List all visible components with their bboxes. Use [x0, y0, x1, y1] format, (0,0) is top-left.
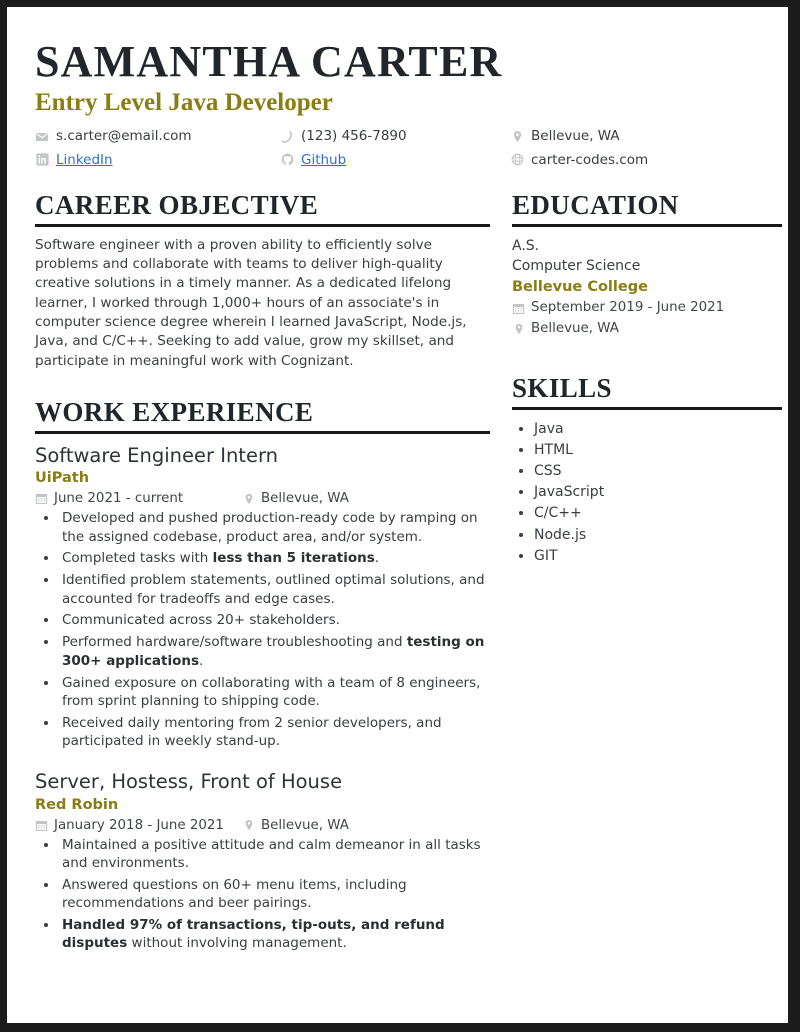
- list-item: [59, 611, 490, 629]
- contact-grid: [35, 128, 760, 167]
- education-school: Bellevue College: [512, 279, 648, 296]
- list-item: • GIT: [534, 546, 782, 566]
- job-entry: [35, 769, 490, 952]
- bullet-text: Gained exposure on collaborating with a team of 8 engineers, from sprint planning to shipping code.: [62, 674, 481, 709]
- bullet-emphasis: less than 5 iterations: [212, 550, 375, 567]
- section-education: [512, 190, 782, 339]
- list-item: [59, 571, 490, 608]
- career-objective-heading: CAREER OBJECTIVE: [35, 189, 319, 220]
- list-item: [59, 876, 490, 913]
- bullet-text: Performed hardware/software troubleshooting and: [62, 634, 407, 651]
- envelope-icon: [35, 130, 49, 144]
- list-item: • HTML: [534, 440, 782, 460]
- job-date: [35, 491, 242, 506]
- resume-sheet: [7, 7, 788, 1023]
- job-title: Server, Hostess, Front of House: [35, 770, 343, 794]
- list-item: • JavaScript: [534, 482, 782, 502]
- bullet-text-tail: .: [374, 550, 380, 567]
- phone-icon: [280, 130, 294, 144]
- bullet-text: Maintained a positive attitude and calm demeanor in all tasks and environments.: [62, 836, 481, 872]
- contact-email: [35, 128, 280, 144]
- bullet-text: Communicated across 20+ stakeholders.: [62, 612, 340, 629]
- job-date-text: January 2018 - June 2021: [54, 817, 224, 833]
- resume-body: [35, 190, 760, 957]
- map-pin-icon: [242, 819, 255, 832]
- list-item: • C/C++: [534, 503, 782, 523]
- job-entry: [35, 443, 490, 751]
- job-meta: [35, 491, 490, 506]
- skills-list: [512, 419, 782, 566]
- candidate-job-title: Entry Level Java Developer: [35, 89, 333, 117]
- list-item: [59, 674, 490, 711]
- job-date: [35, 818, 242, 833]
- contact-location: [510, 128, 760, 144]
- job-location-text: Bellevue, WA: [261, 817, 349, 833]
- calendar-icon: [35, 492, 48, 505]
- section-career-objective: [35, 190, 490, 371]
- contact-email-text: s.carter@email.com: [56, 128, 192, 145]
- calendar-icon: [512, 302, 525, 315]
- map-pin-icon: [512, 322, 525, 335]
- list-item: [59, 509, 490, 546]
- map-pin-icon: [510, 130, 524, 144]
- education-entry: [512, 236, 782, 339]
- job-title: Software Engineer Intern: [35, 443, 278, 467]
- bullet-text: Answered questions on 60+ menu items, including recommendations and beer pairings.: [62, 876, 407, 912]
- section-skills: [512, 373, 782, 566]
- education-location: [512, 319, 782, 339]
- job-company: UiPath: [35, 470, 90, 487]
- job-date-text: June 2021 - current: [54, 491, 184, 507]
- bullet-text: Identified problem statements, outlined optimal solutions, and accounted for tradeoffs and edge cases.: [62, 572, 485, 607]
- contact-linkedin[interactable]: [35, 152, 280, 168]
- left-column: [35, 190, 490, 957]
- section-divider: [35, 431, 490, 434]
- resume-header: [35, 39, 760, 168]
- education-field: Computer Science: [512, 258, 641, 275]
- list-item: [59, 836, 490, 873]
- job-bullets: [35, 836, 490, 953]
- contact-phone: [280, 128, 510, 144]
- list-item: [59, 633, 490, 670]
- job-location: [242, 491, 349, 506]
- education-heading: EDUCATION: [512, 189, 679, 220]
- section-work-experience: [35, 397, 490, 953]
- bullet-text: Received daily mentoring from 2 senior developers, and participated in weekly stand-up.: [62, 714, 442, 750]
- education-date-text: September 2019 - June 2021: [531, 300, 725, 316]
- section-divider: [512, 407, 782, 410]
- bullet-emphasis: testing on 300+ applications: [62, 634, 485, 669]
- career-objective-text: Software engineer with a proven ability to efficiently solve problems and collaborate with teams to deliver high-quality creative solutions in a timely manner. As a dedicated lifelong learner, I worked through 1,000+ hours of an associate's in computer science degree wherein I learned JavaScript, Node.js, Java, and C/C++. Seeking to add value, grow my skillset, and participate in meaningful work with Cognizant.: [35, 236, 467, 369]
- bullet-text: Developed and pushed production-ready code by ramping on the assigned codebase, product area, and/or system.: [62, 510, 478, 545]
- job-location-text: Bellevue, WA: [261, 491, 349, 507]
- job-meta: [35, 818, 490, 833]
- work-experience-heading: WORK EXPERIENCE: [35, 396, 314, 427]
- education-date: [512, 298, 782, 318]
- list-item: [59, 714, 490, 751]
- list-item: [59, 916, 490, 953]
- bullet-text: Completed tasks with: [62, 550, 213, 567]
- globe-icon: [510, 153, 524, 167]
- map-pin-icon: [242, 492, 255, 505]
- right-column: [512, 190, 782, 957]
- list-item: [59, 549, 490, 567]
- list-item: • CSS: [534, 461, 782, 481]
- contact-website-text: carter-codes.com: [531, 151, 649, 168]
- job-company: Red Robin: [35, 796, 119, 813]
- bullet-text-tail: .: [199, 652, 204, 669]
- contact-linkedin-link[interactable]: LinkedIn: [56, 151, 113, 168]
- contact-phone-text: (123) 456-7890: [301, 128, 407, 145]
- linkedin-icon: [35, 153, 49, 167]
- list-item: • Java: [534, 419, 782, 439]
- candidate-name: SAMANTHA CARTER: [35, 37, 503, 86]
- job-bullets: [35, 509, 490, 750]
- contact-github[interactable]: [280, 152, 510, 168]
- bullet-text-tail: without involving management.: [127, 935, 347, 952]
- education-degree: A.S.: [512, 237, 540, 254]
- contact-website: [510, 152, 760, 168]
- contact-github-link[interactable]: Github: [301, 151, 347, 168]
- contact-location-text: Bellevue, WA: [531, 128, 620, 145]
- bullet-emphasis: Handled 97% of transactions, tip-outs, and refund disputes: [62, 917, 445, 952]
- job-location: [242, 818, 349, 833]
- github-icon: [280, 153, 294, 167]
- skills-heading: SKILLS: [512, 372, 612, 403]
- calendar-icon: [35, 819, 48, 832]
- section-divider: [35, 224, 490, 227]
- education-location-text: Bellevue, WA: [531, 320, 619, 336]
- list-item: • Node.js: [534, 525, 782, 545]
- section-divider: [512, 224, 782, 227]
